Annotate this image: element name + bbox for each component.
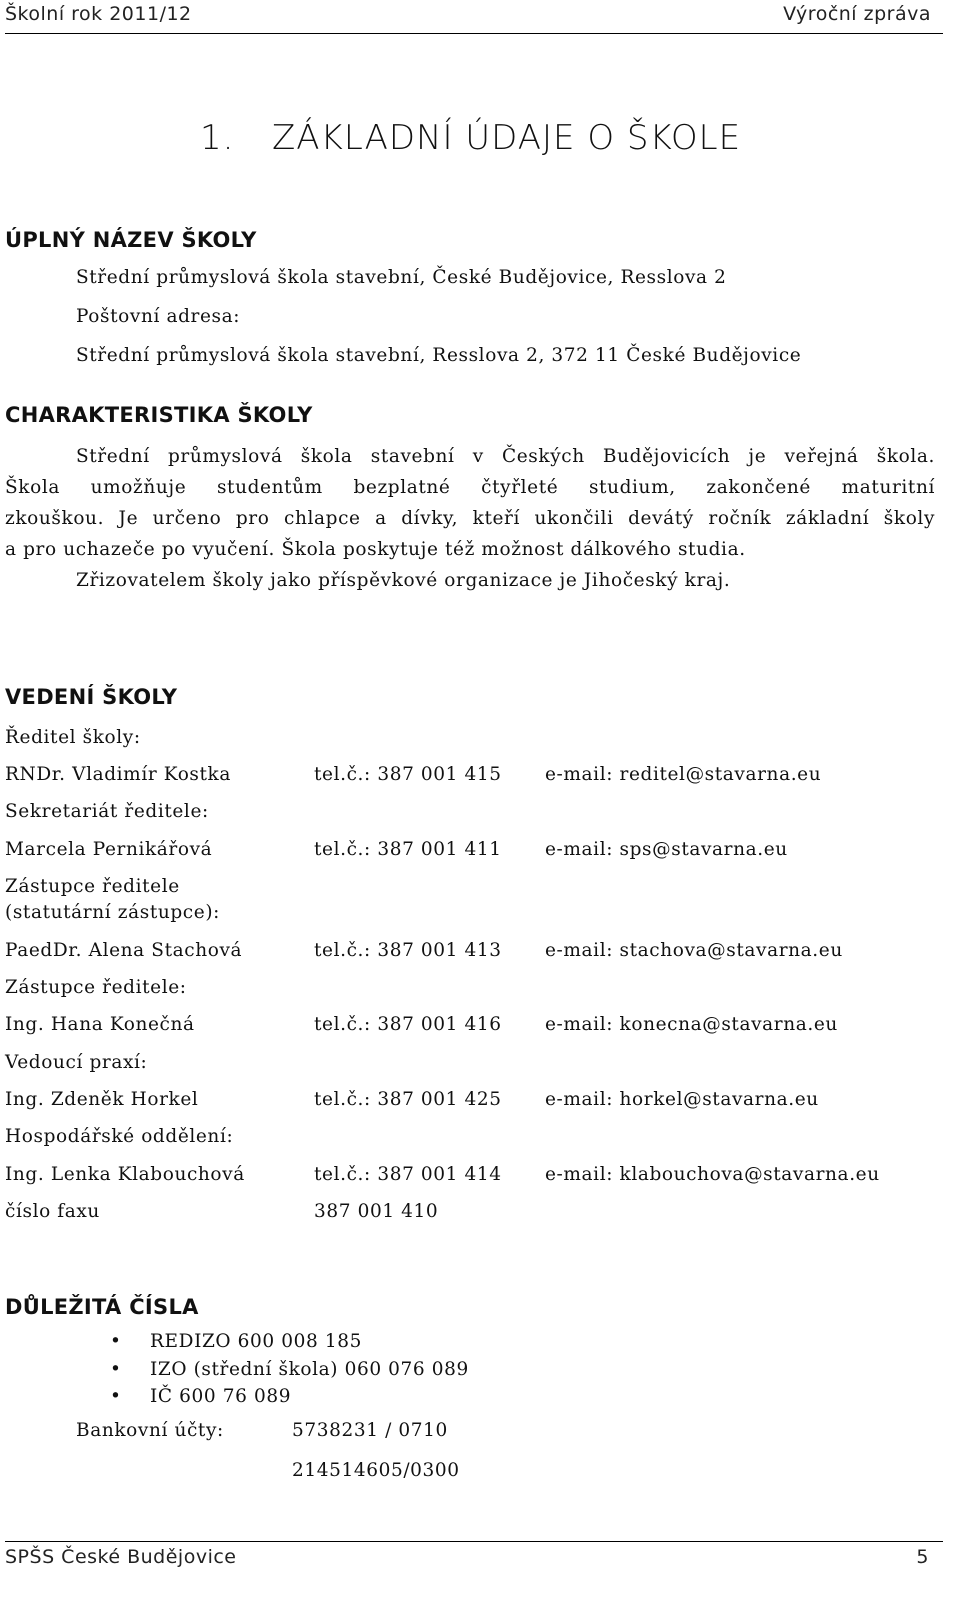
paragraph-line: Střední průmyslová škola stavební v Českých Budějovicích je veřejná škola.: [76, 446, 935, 467]
role-secretariat: Sekretariát ředitele:: [5, 801, 209, 822]
person-name: Ing. Hana Konečná: [5, 1014, 195, 1035]
header-school-year: Školní rok 2011/12: [5, 3, 192, 25]
header-rule: [5, 33, 943, 34]
role-economic-dept: Hospodářské oddělení:: [5, 1126, 234, 1147]
person-name: PaedDr. Alena Stachová: [5, 940, 243, 961]
person-email: e-mail: stachova@stavarna.eu: [545, 940, 843, 961]
person-email: e-mail: klabouchova@stavarna.eu: [545, 1164, 880, 1185]
footer-rule: [5, 1541, 943, 1542]
section-heading-full-name: [5, 228, 257, 252]
section-heading-numbers: [5, 1295, 199, 1319]
list-item: • IZO (střední škola) 060 076 089: [110, 1356, 469, 1384]
fax-label: číslo faxu: [5, 1201, 100, 1222]
person-email: e-mail: reditel@stavarna.eu: [545, 764, 822, 785]
school-full-name: Střední průmyslová škola stavební, České Budějovice, Resslova 2: [76, 267, 727, 288]
person-name: Ing. Lenka Klabouchová: [5, 1164, 245, 1185]
bank-account: 214514605/0300: [292, 1460, 460, 1481]
person-name: Ing. Zdeněk Horkel: [5, 1089, 199, 1110]
role-deputy-2: Zástupce ředitele:: [5, 977, 187, 998]
role-deputy: Zástupce ředitele: [5, 876, 180, 897]
chapter-title: ZÁKLADNÍ ÚDAJE O ŠKOLE: [272, 118, 742, 158]
characteristics-paragraph: [5, 441, 935, 565]
section-heading-text: ÚPLNÝ NÁZEV ŠKOLY: [5, 228, 257, 252]
person-phone: tel.č.: 387 001 416: [314, 1014, 502, 1035]
header-report-title: Výroční zpráva: [783, 3, 931, 25]
paragraph-line: a pro uchazeče po vyučení. Škola poskytuje též možnost dálkového studia.: [5, 539, 746, 560]
role-director: Ředitel školy:: [5, 727, 141, 748]
person-email: e-mail: horkel@stavarna.eu: [545, 1089, 819, 1110]
fax-number: 387 001 410: [314, 1201, 439, 1222]
person-name: RNDr. Vladimír Kostka: [5, 764, 232, 785]
postal-address-label: Poštovní adresa:: [76, 306, 241, 327]
footer-page-number: 5: [916, 1546, 929, 1568]
person-phone: tel.č.: 387 001 413: [314, 940, 502, 961]
founder-statement: Zřizovatelem školy jako příspěvkové organizace je Jihočeský kraj.: [76, 570, 731, 591]
person-phone: tel.č.: 387 001 411: [314, 839, 502, 860]
person-phone: tel.č.: 387 001 415: [314, 764, 502, 785]
list-item: • REDIZO 600 008 185: [110, 1328, 469, 1356]
footer-school-name: SPŠS České Budějovice: [5, 1546, 237, 1568]
paragraph-line: zkouškou. Je určeno pro chlapce a dívky, kteří ukončili devátý ročník základní školy: [5, 508, 935, 529]
person-email: e-mail: sps@stavarna.eu: [545, 839, 788, 860]
person-name: Marcela Pernikářová: [5, 839, 213, 860]
role-practice-head: Vedoucí praxí:: [5, 1052, 148, 1073]
bank-account: 5738231 / 0710: [292, 1420, 448, 1441]
person-email: e-mail: konecna@stavarna.eu: [545, 1014, 838, 1035]
important-numbers-list: [110, 1328, 469, 1411]
postal-address: Střední průmyslová škola stavební, Resslova 2, 372 11 České Budějovice: [76, 345, 802, 366]
section-heading-text: CHARAKTERISTIKA ŠKOLY: [5, 403, 313, 427]
person-phone: tel.č.: 387 001 414: [314, 1164, 502, 1185]
bank-accounts-label: Bankovní účty:: [76, 1420, 224, 1441]
section-heading-text: VEDENÍ ŠKOLY: [5, 685, 178, 709]
section-heading-management: [5, 685, 177, 709]
paragraph-line: Škola umožňuje studentům bezplatné čtyřleté studium, zakončené maturitní: [5, 477, 935, 498]
section-heading-text: DŮLEŽITÁ ČÍSLA: [5, 1295, 199, 1319]
chapter-number: 1.: [200, 118, 235, 158]
list-item: • IČ 600 76 089: [110, 1383, 469, 1411]
section-heading-characteristics: [5, 403, 313, 427]
person-phone: tel.č.: 387 001 425: [314, 1089, 502, 1110]
role-statutory-deputy: (statutární zástupce):: [5, 902, 220, 923]
